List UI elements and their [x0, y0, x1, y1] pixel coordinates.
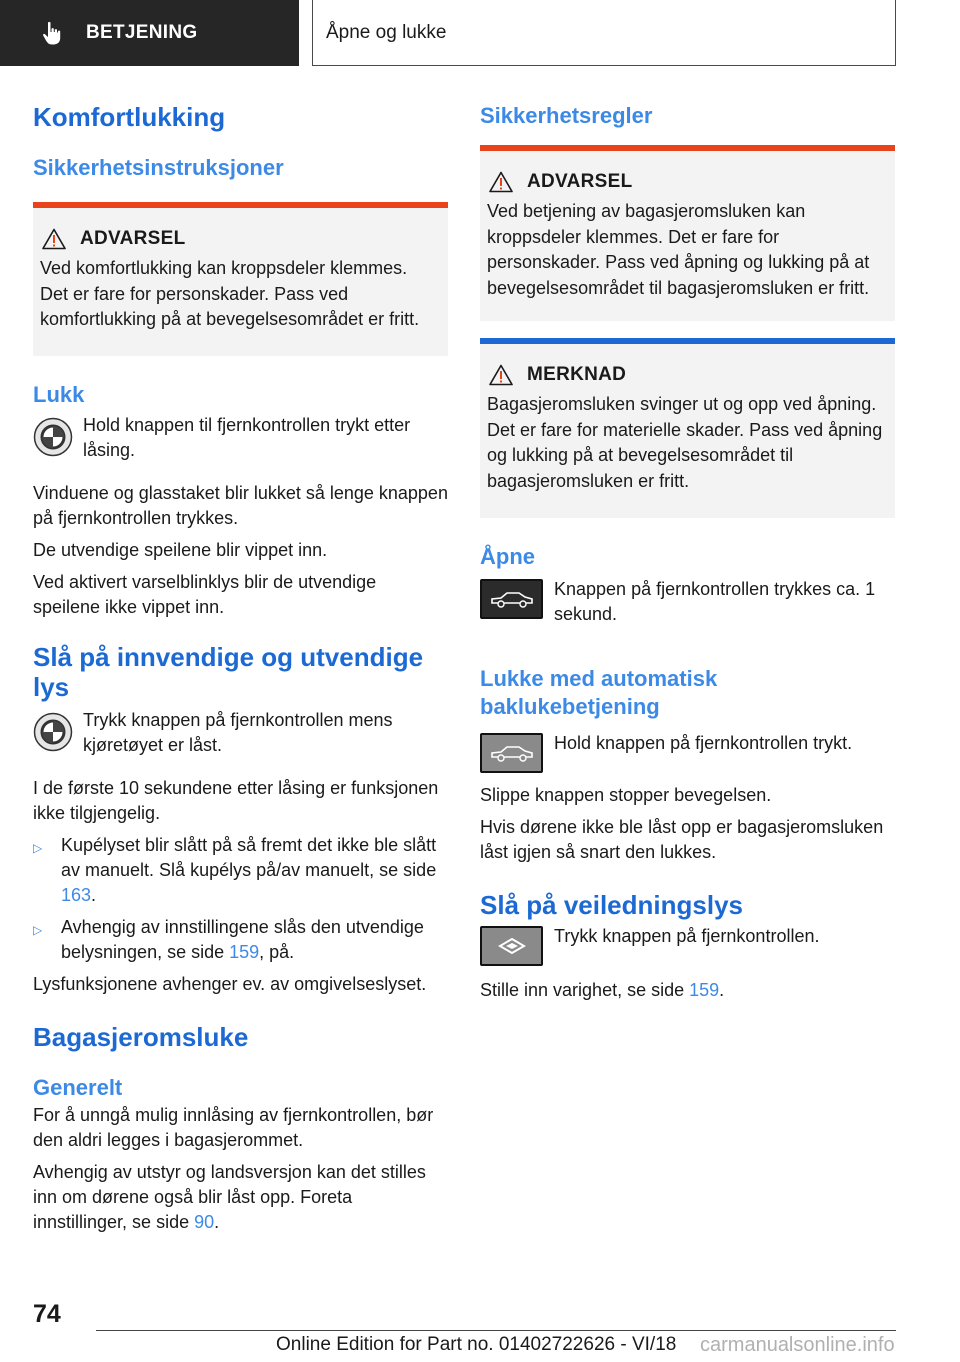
heading-sikkerhetsregler: Sikkerhetsregler	[480, 103, 653, 128]
footer-divider	[96, 1330, 896, 1331]
chapter-title: Åpne og lukke	[312, 0, 896, 66]
paragraph: Slippe knappen stopper bevegelsen.	[480, 785, 772, 805]
note-box-bagasje	[480, 338, 895, 518]
warning-title: ADVARSEL	[80, 228, 186, 249]
heading-lys: Slå på innvendige og utvendige lys	[33, 642, 424, 702]
key-instruction-lukk	[33, 413, 448, 463]
heading-apne: Åpne	[480, 544, 535, 569]
trunk-button-icon	[480, 733, 543, 773]
note-text: Bagasjeromsluken svinger ut og opp ved åpning. Det er fare for materielle skader. Pass ved åpning og lukking på at bevegelsesområdet til bagasjeromsluken er fritt.	[487, 394, 883, 491]
footer-edition: Online Edition for Part no. 01402722626 - VI/18	[276, 1334, 677, 1355]
paragraph: I de første 10 sekundene etter låsing er funksjonen ikke tilgjengelig.	[33, 778, 439, 823]
warning-triangle-icon	[489, 364, 513, 386]
key-instruction-apne	[480, 577, 895, 627]
page-link-159[interactable]: 159	[229, 942, 260, 962]
note-title: MERKNAD	[527, 364, 627, 385]
right-column: Sikkerhetsregler ADVARSEL Ved betjening av bagasjeromsluken kan kroppsdeler klemmes. Det er fare for personskader. Pass ved åpning og lukking på at bevegelsesområdet til bagasjeromsluken er fritt. MERKNAD Bagasjeromsluken svinger ut og opp ved åpning. Det er fare for materielle skader. Pass ved åpning og lukking på at bevegelsesområdet til bagasjeromsluken er fritt. Åpne Knappen på fjernkontrollen trykkes ca. 1 sekund. Lukke med automatisk baklukebetjening Hold knappen på fjernkontrollen trykt. Slippe knappen stopper bevegelsen. Hvis dørene ikke ble låst opp er bagasjeromsluken låst igjen så snart den lukkes. Slå på veiledningslys Trykk knappen på fjernkontrollen. Stille inn varighet, se side 159.	[480, 100, 895, 1003]
warning-box-komfort	[33, 202, 448, 356]
hand-pointer-icon	[40, 20, 66, 46]
list-item: ▷ Kupélyset blir slått på så fremt det ikke ble slått av manuelt. Slå kupélys på/av manuelt, se side 163.	[33, 833, 448, 908]
left-column: Komfortlukking Sikkerhetsinstruksjoner ADVARSEL Ved komfortlukking kan kroppsdeler klemmes. Det er fare for personskader. Pass ved komfortlukking på at bevegelsesområdet er fritt. Lukk Hold knappen til fjernkontrollen trykt etter låsing. Vinduene og glasstaket blir lukket så lenge knappen på fjernkontrollen trykkes. De utvendige speilene blir vippet inn. Ved aktivert varselblinklys blir de utvendige speilene ikke vippet inn. Slå på innvendige og utvendige lys Trykk knappen på fjernkontrollen mens kjøretøyet er låst. I de første 10 sekundene etter låsing er funksjonen ikke tilgjengelig. ▷ Kupélyset blir slått på så fremt det ikke ble slått av manuelt. Slå kupélys på/av manuelt, se side 163. ▷ Avhengig av innstillingene slås den utvendige belysningen, se side 159, på. Lysfunksjonene avhenger ev. av omgivelseslyset. Bagasjeromsluke Generelt For å unngå mulig innlåsing av fjernkontrollen, bør den aldri legges i bagasjerommet. Avhengig av utstyr og landsversjon kan det stilles inn om dørene også blir låst opp. Foreta innstillinger, se side 90.	[33, 102, 448, 1232]
key-instruction-text: Trykk knappen på fjernkontrollen.	[554, 926, 820, 946]
light-button-icon	[480, 926, 543, 966]
page-number: 74	[33, 1300, 61, 1328]
warning-text: Ved betjening av bagasjeromsluken kan kroppsdeler klemmes. Det er fare for personskader. Pass ved åpning og lukking på at bevegelsesområdet til bagasjeromsluken er fritt.	[487, 201, 870, 298]
paragraph: Hvis dørene ikke ble låst opp er bagasjeromsluken låst igjen så snart den lukkes.	[480, 817, 884, 862]
paragraph: De utvendige speilene blir vippet inn.	[33, 540, 328, 560]
page-link-159[interactable]: 159	[689, 980, 720, 1000]
bullet-triangle-icon: ▷	[33, 841, 43, 855]
key-instruction-veiledning	[480, 924, 895, 966]
heading-lukke-automatisk: Lukke med automatisk baklukebetjening	[480, 666, 718, 719]
heading-veiledningslys: Slå på veiledningslys	[480, 890, 743, 920]
heading-lukk: Lukk	[33, 382, 85, 407]
page-link-163[interactable]: 163	[61, 885, 92, 905]
key-instruction-text: Hold knappen på fjernkontrollen trykt.	[554, 733, 853, 753]
section-tab	[0, 0, 299, 66]
warning-triangle-icon	[42, 228, 66, 250]
heading-generelt: Generelt	[33, 1075, 123, 1100]
trunk-button-icon	[480, 579, 543, 619]
warning-title: ADVARSEL	[527, 171, 633, 192]
bullet-triangle-icon: ▷	[33, 923, 43, 937]
key-instruction-text: Hold knappen til fjernkontrollen trykt etter låsing.	[83, 415, 411, 460]
paragraph: Lysfunksjonene avhenger ev. av omgivelseslyset.	[33, 974, 427, 994]
paragraph: Vinduene og glasstaket blir lukket så lenge knappen på fjernkontrollen trykkes.	[33, 483, 448, 528]
watermark: carmanualsonline.info	[700, 1334, 895, 1356]
page-link-90[interactable]: 90	[194, 1212, 215, 1232]
section-label: BETJENING	[86, 22, 198, 43]
key-instruction-text: Trykk knappen på fjernkontrollen mens kjøretøyet er låst.	[83, 710, 393, 755]
bmw-key-fob-icon	[33, 417, 73, 457]
bmw-key-fob-icon	[33, 712, 73, 752]
page-header	[0, 0, 960, 66]
paragraph: Ved aktivert varselblinklys blir de utvendige speilene ikke vippet inn.	[33, 572, 377, 617]
paragraph: For å unngå mulig innlåsing av fjernkontrollen, bør den aldri legges i bagasjerommet.	[33, 1105, 434, 1150]
key-instruction-lys	[33, 708, 448, 758]
paragraph: Avhengig av utstyr og landsversjon kan det stilles inn om dørene også blir låst opp. Foreta innstillinger, se side	[33, 1162, 426, 1232]
list-item: ▷ Avhengig av innstillingene slås den utvendige belysningen, se side 159, på.	[33, 915, 448, 965]
heading-sikkerhetsinstruksjoner: Sikkerhetsinstruksjoner	[33, 155, 284, 180]
warning-triangle-icon	[489, 171, 513, 193]
heading-komfortlukking: Komfortlukking	[33, 102, 226, 132]
warning-text: Ved komfortlukking kan kroppsdeler klemmes. Det er fare for personskader. Pass ved komfortlukking på at bevegelsesområdet er fritt.	[40, 258, 420, 329]
key-instruction-text: Knappen på fjernkontrollen trykkes ca. 1 sekund.	[554, 579, 876, 624]
key-instruction-lukke	[480, 731, 895, 773]
heading-bagasjeromsluke: Bagasjeromsluke	[33, 1022, 249, 1052]
warning-box-bagasje	[480, 145, 895, 321]
paragraph: Stille inn varighet, se side	[480, 980, 690, 1000]
